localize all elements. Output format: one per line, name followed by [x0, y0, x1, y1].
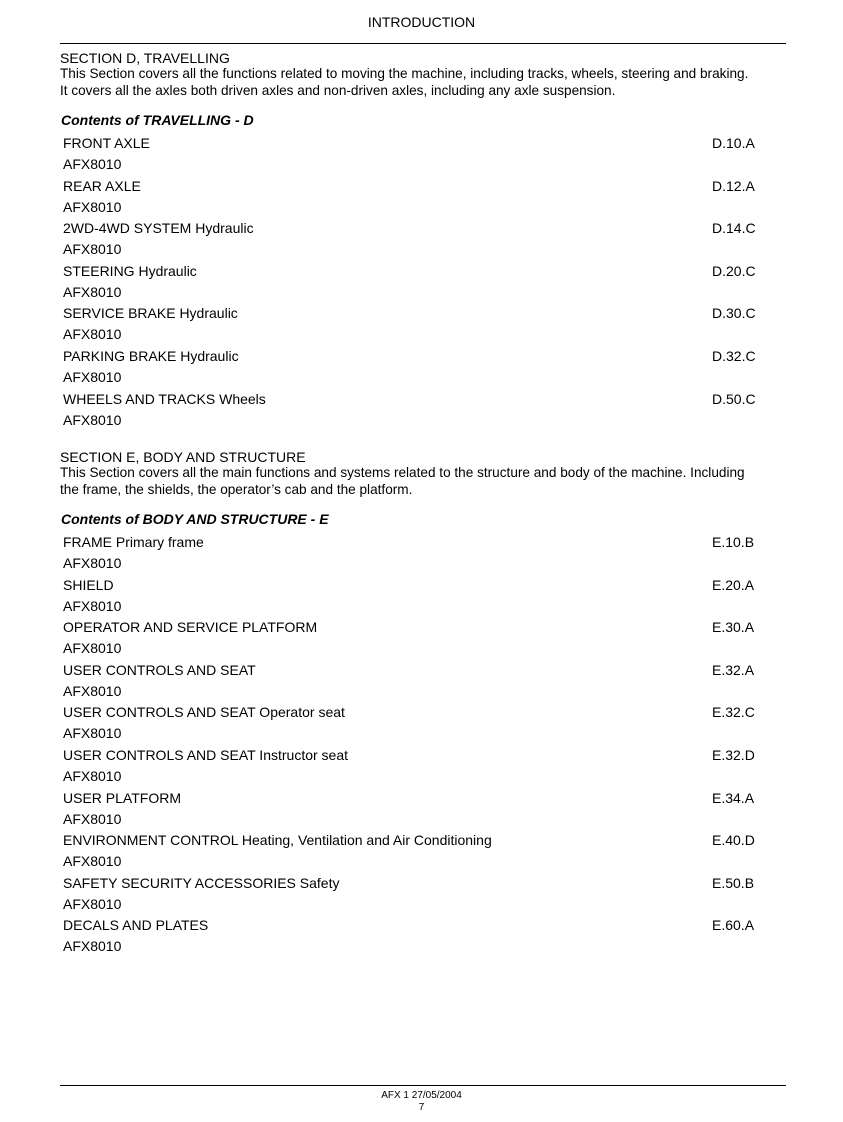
toc-entry[interactable] [60, 304, 786, 347]
toc-entry-code: D.32.C [712, 347, 756, 364]
toc-entry-code: E.50.B [712, 874, 755, 891]
page-footer [0, 1090, 843, 1114]
toc-entry[interactable] [60, 618, 786, 661]
toc-entry-code: D.10.A [712, 135, 755, 151]
toc-entry[interactable] [60, 916, 786, 959]
toc-entry-code: E.40.D [712, 832, 755, 849]
section-title: SECTION E, BODY AND STRUCTURE [60, 449, 306, 465]
toc-entry-model: AFX8010 [63, 767, 122, 784]
toc-entry-title: OPERATOR AND SERVICE PLATFORM [63, 619, 318, 636]
toc-entry-model: AFX8010 [63, 725, 122, 742]
toc-entry-title: USER CONTROLS AND SEAT Instructor seat [63, 746, 349, 763]
header-rule [60, 43, 786, 44]
toc-list [60, 533, 786, 959]
toc-entry-title: USER PLATFORM [63, 789, 181, 806]
toc-entry-code: E.10.B [712, 534, 755, 550]
toc-entry-model: AFX8010 [63, 853, 122, 870]
toc-entry-code: E.32.A [712, 661, 755, 678]
toc-entry-title: FRONT AXLE [63, 135, 150, 151]
section-description-line: This Section covers all the functions related to moving the machine, including tracks, wheels, steering and braking. [60, 66, 749, 81]
toc-entry-title: SERVICE BRAKE Hydraulic [63, 305, 238, 322]
toc-entry-title: REAR AXLE [63, 177, 141, 194]
toc-entry-title: SHIELD [63, 576, 114, 593]
toc-entry[interactable] [60, 533, 786, 576]
section-title: SECTION D, TRAVELLING [60, 50, 230, 66]
toc-entry-title: ENVIRONMENT CONTROL Heating, Ventilation and Air Conditioning [63, 832, 492, 849]
toc-entry-code: E.32.D [712, 746, 755, 763]
toc-entry[interactable] [60, 177, 786, 220]
toc-entry[interactable] [60, 789, 786, 832]
toc-entry-code: E.32.C [712, 704, 755, 721]
page-header-title: INTRODUCTION [367, 14, 476, 30]
toc-entry-code: D.20.C [712, 262, 756, 279]
toc-entry-model: AFX8010 [63, 810, 122, 827]
toc-entry-title: STEERING Hydraulic [63, 262, 197, 279]
toc-entry-code: E.30.A [712, 619, 755, 636]
contents-heading: Contents of BODY AND STRUCTURE - E [61, 511, 329, 527]
toc-entry-code: D.14.C [712, 220, 756, 237]
toc-entry[interactable] [60, 262, 786, 305]
toc-entry-title: FRAME Primary frame [63, 534, 204, 550]
toc-entry-code: E.20.A [712, 576, 755, 593]
toc-entry-model: AFX8010 [63, 326, 122, 343]
toc-entry-model: AFX8010 [63, 241, 122, 258]
toc-entry-title: WHEELS AND TRACKS Wheels [63, 390, 266, 407]
section-body-and-structure [60, 449, 786, 959]
toc-entry-model: AFX8010 [63, 895, 122, 912]
toc-entry-model: AFX8010 [63, 640, 122, 657]
toc-entry[interactable] [60, 831, 786, 874]
section-description [60, 66, 786, 99]
toc-entry[interactable] [60, 219, 786, 262]
toc-entry-code: E.34.A [712, 789, 755, 806]
toc-entry-model: AFX8010 [63, 198, 122, 215]
toc-entry-model: AFX8010 [63, 555, 122, 571]
section-description-line: the frame, the shields, the operator’s cab and the platform. [60, 481, 413, 497]
toc-list [60, 134, 786, 432]
footer-rule [60, 1085, 786, 1086]
toc-entry[interactable] [60, 347, 786, 390]
toc-entry[interactable] [60, 390, 786, 433]
footer-doc-ref: AFX 1 27/05/2004 [381, 1090, 462, 1101]
toc-entry-model: AFX8010 [63, 368, 122, 385]
toc-entry-title: USER CONTROLS AND SEAT [63, 661, 256, 678]
toc-entry[interactable] [60, 576, 786, 619]
toc-entry-title: SAFETY SECURITY ACCESSORIES Safety [63, 874, 340, 891]
toc-entry-title: PARKING BRAKE Hydraulic [63, 347, 239, 364]
toc-entry-code: E.60.A [712, 917, 755, 934]
toc-entry-title: DECALS AND PLATES [63, 917, 209, 934]
contents-heading: Contents of TRAVELLING - D [61, 112, 254, 128]
toc-entry-code: D.30.C [712, 305, 756, 322]
toc-entry-model: AFX8010 [63, 156, 122, 172]
toc-entry-model: AFX8010 [63, 411, 122, 428]
toc-entry[interactable] [60, 134, 786, 177]
section-description-line: It covers all the axles both driven axles and non-driven axles, including any axle suspension. [60, 82, 616, 98]
section-travelling [60, 50, 786, 432]
toc-entry[interactable] [60, 703, 786, 746]
toc-entry[interactable] [60, 661, 786, 704]
toc-entry-title: USER CONTROLS AND SEAT Operator seat [63, 704, 345, 721]
toc-entry-model: AFX8010 [63, 938, 122, 955]
section-description [60, 465, 786, 498]
toc-entry-code: D.12.A [712, 177, 755, 194]
toc-entry-model: AFX8010 [63, 682, 122, 699]
toc-entry-model: AFX8010 [63, 597, 122, 614]
toc-entry-title: 2WD-4WD SYSTEM Hydraulic [63, 220, 254, 237]
section-description-line: This Section covers all the main functions and systems related to the structure and body of the machine. Including [60, 465, 745, 480]
toc-entry-code: D.50.C [712, 390, 756, 407]
toc-entry-model: AFX8010 [63, 283, 122, 300]
page-number: 7 [418, 1102, 425, 1113]
toc-entry[interactable] [60, 874, 786, 917]
toc-entry[interactable] [60, 746, 786, 789]
